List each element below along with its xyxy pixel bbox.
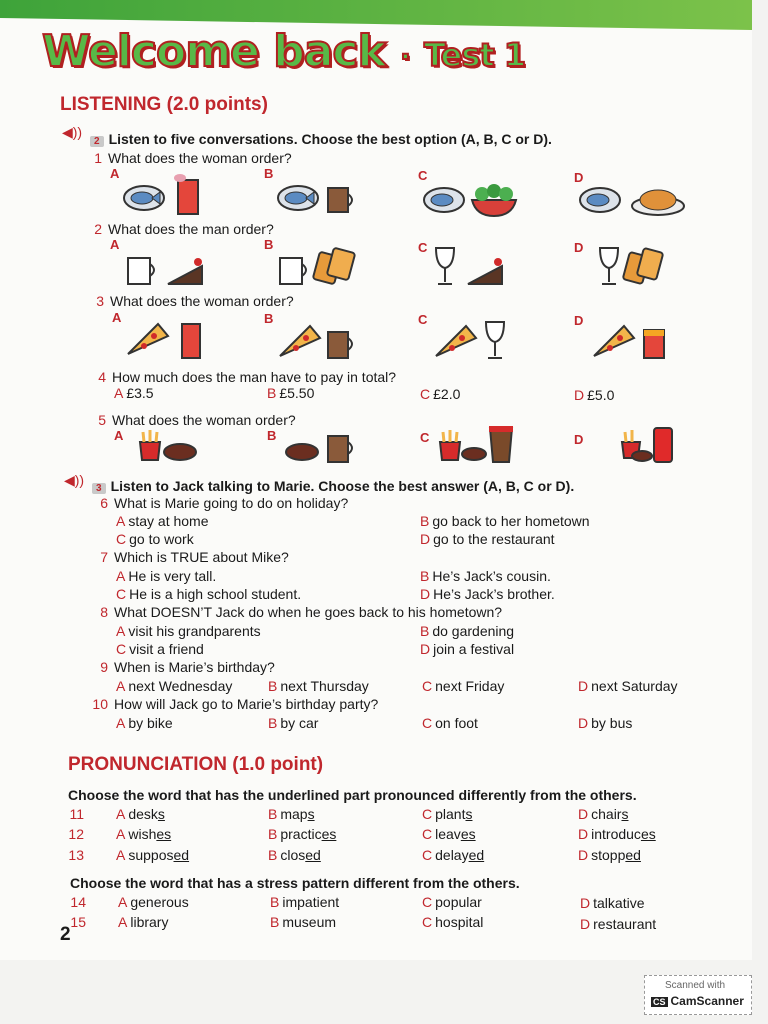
option-b[interactable]: B museum — [270, 914, 337, 930]
option-b[interactable]: B £5.50 — [267, 385, 315, 401]
option-b[interactable]: B impatient — [270, 894, 340, 910]
option-d[interactable]: D He’s Jack’s brother. — [420, 586, 555, 602]
option-b[interactable]: B go back to her hometown — [420, 513, 590, 529]
question-8: 8 What DOESN’T Jack do when he goes back to his hometown? — [100, 604, 503, 620]
option-d[interactable]: D go to the restaurant — [420, 531, 555, 547]
question-4: 4 How much does the man have to pay in total? — [98, 369, 397, 385]
option-d[interactable]: D by bus — [578, 715, 633, 731]
chips-and-steak-image[interactable] — [136, 428, 200, 462]
option-c[interactable]: C visit a friend — [116, 641, 204, 657]
option-d[interactable]: D introduces — [578, 826, 656, 842]
option-b[interactable]: B by car — [268, 715, 319, 731]
option-a[interactable]: A stay at home — [116, 513, 209, 529]
option-c[interactable]: C leaves — [422, 826, 476, 842]
question-1: 1 What does the woman order? — [94, 150, 292, 166]
title-main: Welcome back — [42, 26, 386, 77]
title-test: Test 1 — [424, 36, 526, 74]
option-b[interactable]: B He’s Jack’s cousin. — [420, 568, 551, 584]
option-d[interactable]: D restaurant — [580, 916, 657, 932]
option-c[interactable]: C delayed — [422, 847, 485, 863]
chips-steak-and-coffee-image[interactable] — [436, 424, 518, 464]
tea-and-biscuit-image[interactable] — [276, 244, 360, 288]
question-13: 13 — [68, 847, 84, 863]
option-c[interactable]: C plants — [422, 806, 473, 822]
option-c[interactable]: C on foot — [422, 715, 478, 731]
option-letter: C — [418, 312, 428, 327]
question-9: 9 When is Marie’s birthday? — [100, 659, 275, 675]
option-letter: D — [574, 170, 584, 185]
option-a[interactable]: A generous — [118, 894, 189, 910]
question-2: 2 What does the man order? — [94, 221, 274, 237]
option-letter: C — [418, 240, 428, 255]
option-d[interactable]: D chairs — [578, 806, 629, 822]
instruction-text: Listen to five conversations. Choose the best option (A, B, C or D). — [108, 131, 552, 147]
option-a[interactable]: A wishes — [116, 826, 172, 842]
track-badge: 3 — [92, 483, 106, 494]
option-c[interactable]: C next Friday — [422, 678, 505, 694]
option-b[interactable]: B do gardening — [420, 623, 515, 639]
option-letter: C — [418, 168, 428, 183]
option-a[interactable]: A next Wednesday — [116, 678, 233, 694]
wine-and-biscuit-image[interactable] — [596, 244, 676, 288]
option-letter: A — [110, 166, 120, 181]
steak-and-tea-image[interactable] — [282, 428, 362, 464]
page-number: 2 — [60, 924, 71, 945]
question-15: 15 — [70, 914, 86, 930]
option-a[interactable]: A library — [118, 914, 169, 930]
option-a[interactable]: A supposed — [116, 847, 190, 863]
option-letter: A — [112, 310, 122, 325]
part3-instruction — [92, 478, 574, 494]
camscanner-logo-icon: CS — [653, 997, 666, 1007]
pizza-and-tea-image[interactable] — [276, 318, 360, 362]
fish-and-juice-image[interactable] — [122, 172, 212, 218]
option-b[interactable]: B maps — [268, 806, 315, 822]
title-dot: · — [400, 40, 410, 73]
instruction-text: Listen to Jack talking to Marie. Choose the best answer (A, B, C or D). — [110, 478, 575, 494]
option-d[interactable]: D £5.0 — [574, 387, 615, 403]
pronunciation-instruction-2: Choose the word that has a stress pattern different from the others. — [70, 875, 520, 891]
option-b[interactable]: B closed — [268, 847, 321, 863]
option-d[interactable]: D stopped — [578, 847, 641, 863]
option-c[interactable]: C popular — [422, 894, 482, 910]
part2-instruction — [90, 131, 552, 147]
option-letter: A — [114, 428, 124, 443]
fish-and-salad-image[interactable] — [422, 178, 522, 220]
option-c[interactable]: C hospital — [422, 914, 484, 930]
question-10: 10 How will Jack go to Marie’s birthday party? — [92, 696, 379, 712]
option-b[interactable]: B next Thursday — [268, 678, 369, 694]
option-a[interactable]: A visit his grandparents — [116, 623, 261, 639]
option-d[interactable]: D next Saturday — [578, 678, 678, 694]
option-b[interactable]: B practices — [268, 826, 337, 842]
listening-heading: LISTENING (2.0 points) — [60, 94, 268, 115]
track-badge: 2 — [90, 136, 104, 147]
option-letter: D — [574, 240, 584, 255]
option-c[interactable]: C He is a high school student. — [116, 586, 302, 602]
tea-and-cake-image[interactable] — [124, 244, 208, 288]
camscanner-watermark: Scanned with CS CamScanner — [644, 975, 752, 1015]
pizza-and-wine-image[interactable] — [432, 318, 516, 362]
pronunciation-heading: PRONUNCIATION (1.0 point) — [68, 754, 324, 775]
option-c[interactable]: C go to work — [116, 531, 194, 547]
option-a[interactable]: A He is very tall. — [116, 568, 217, 584]
question-11: 11 — [69, 806, 84, 822]
fish-and-spaghetti-image[interactable] — [578, 176, 688, 220]
option-letter: B — [264, 311, 274, 326]
wine-and-cake-image[interactable] — [432, 244, 512, 288]
question-12: 12 — [68, 826, 84, 842]
option-letter: C — [420, 430, 430, 445]
pizza-and-juice-box-image[interactable] — [590, 318, 674, 362]
option-d[interactable]: D join a festival — [420, 641, 515, 657]
question-3: 3 What does the woman order? — [96, 293, 294, 309]
fish-and-tea-image[interactable] — [276, 172, 366, 218]
option-a[interactable]: A £3.5 — [114, 385, 154, 401]
option-d[interactable]: D talkative — [580, 895, 645, 911]
option-letter: B — [264, 237, 274, 252]
option-letter: A — [110, 237, 120, 252]
option-letter: B — [267, 428, 277, 443]
speaker-icon: ◀)) — [62, 124, 83, 140]
option-a[interactable]: A by bike — [116, 715, 173, 731]
speaker-icon: ◀)) — [64, 472, 85, 488]
option-c[interactable]: C £2.0 — [420, 386, 461, 402]
pizza-and-juice-image[interactable] — [124, 316, 208, 360]
option-letter: D — [574, 432, 584, 447]
page-title — [42, 26, 525, 77]
question-5: 5 What does the woman order? — [98, 412, 296, 428]
option-letter: D — [574, 313, 584, 328]
question-14: 14 — [70, 894, 86, 910]
option-a[interactable]: A desks — [116, 806, 165, 822]
pronunciation-instruction-1: Choose the word that has the underlined part pronounced differently from the others. — [68, 787, 637, 803]
chips-steak-and-soda-image[interactable] — [620, 424, 676, 464]
question-7: 7 Which is TRUE about Mike? — [100, 549, 289, 565]
question-6: 6 What is Marie going to do on holiday? — [100, 495, 349, 511]
option-letter: B — [264, 166, 274, 181]
